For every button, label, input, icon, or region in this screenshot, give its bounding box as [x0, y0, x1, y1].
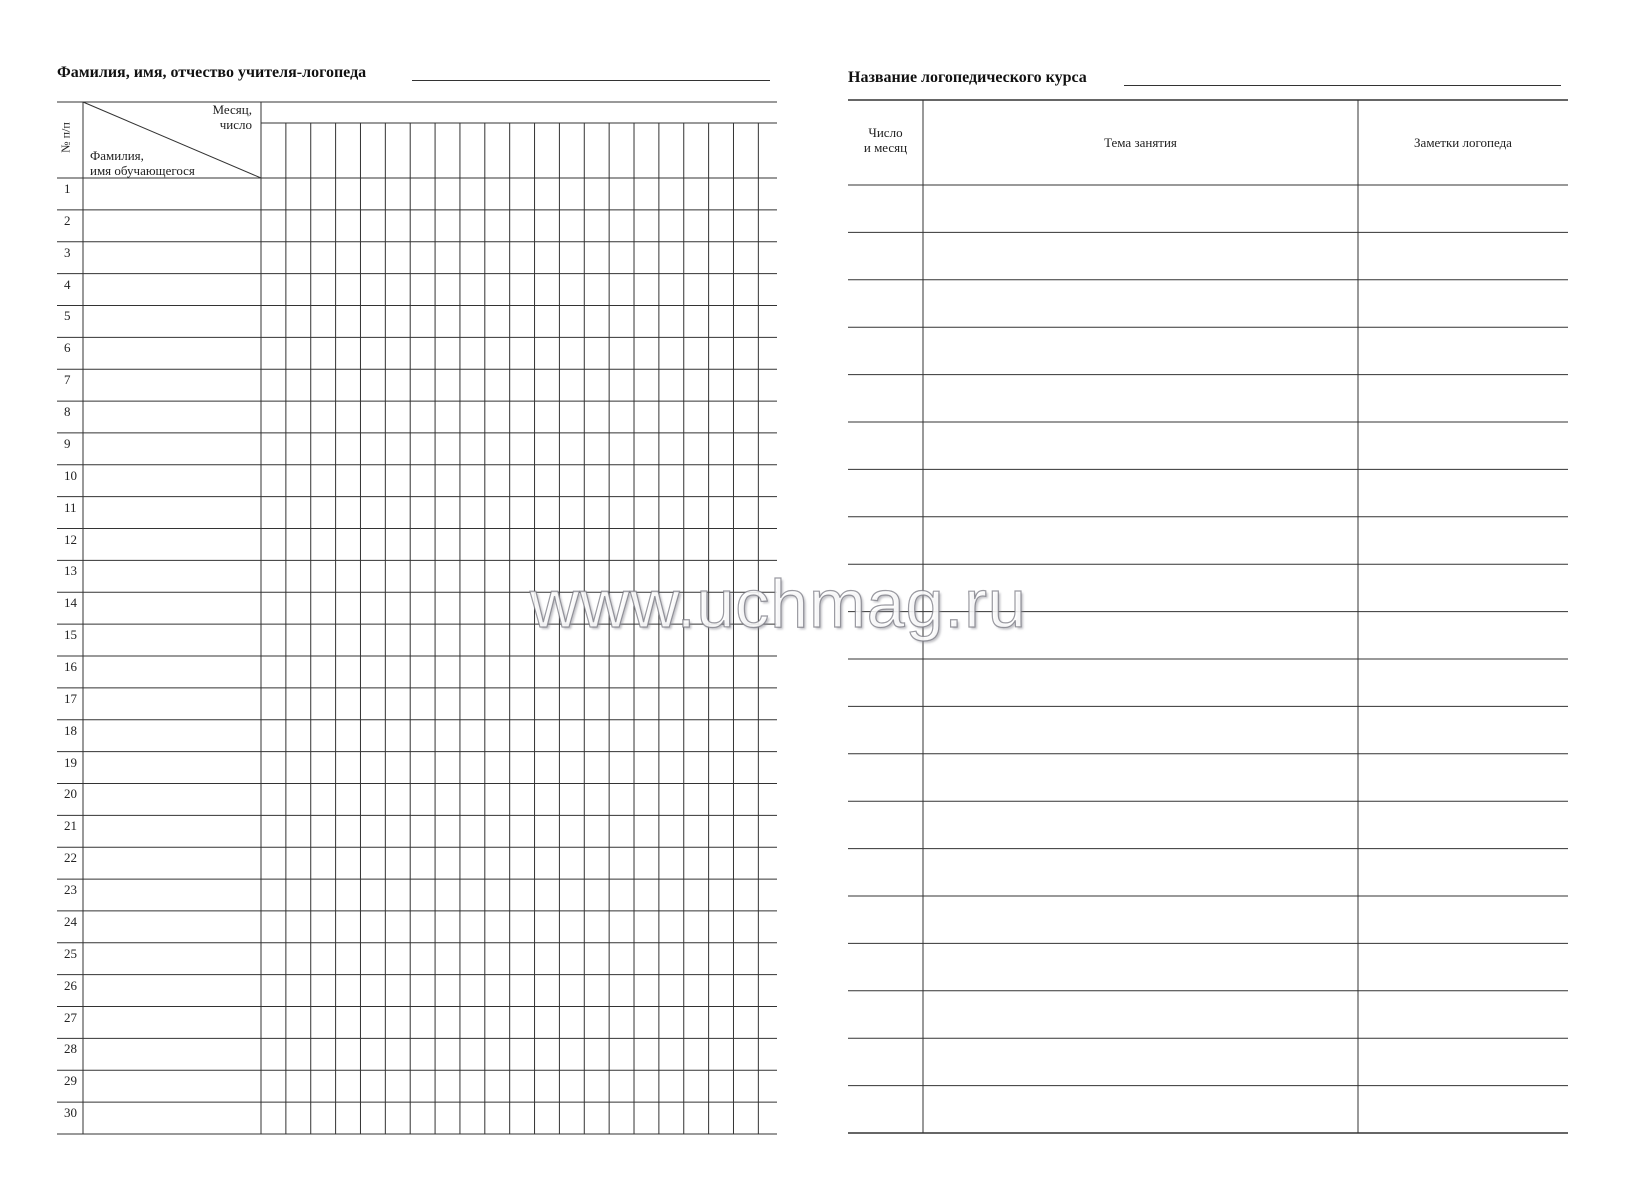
row-number: 4 — [64, 276, 71, 292]
watermark: www.uchmag.ru — [530, 566, 1027, 642]
row-number: 9 — [64, 435, 71, 451]
row-number: 1 — [64, 181, 71, 196]
row-number: 18 — [64, 722, 77, 738]
row-number: 21 — [64, 818, 77, 834]
row-number: 13 — [64, 563, 77, 579]
row-number: 8 — [64, 404, 71, 420]
row-number: 14 — [64, 595, 77, 611]
number-column-header: № п/п — [58, 122, 73, 153]
row-number: 15 — [64, 627, 77, 643]
row-number: 6 — [64, 340, 71, 356]
row-number: 26 — [64, 977, 77, 993]
month-day-header: Месяц, число — [212, 102, 252, 132]
row-number: 20 — [64, 786, 77, 802]
row-number: 16 — [64, 659, 77, 674]
row-number: 12 — [64, 531, 77, 547]
row-number: 25 — [64, 945, 77, 961]
row-number: 7 — [64, 372, 71, 388]
row-number: 3 — [64, 244, 71, 260]
date-month-header: Число и месяц — [863, 125, 908, 155]
row-number: 30 — [64, 1105, 77, 1121]
logopedist-notes-header: Заметки логопеда — [1414, 135, 1512, 150]
row-number: 19 — [64, 754, 77, 770]
row-number: 23 — [64, 882, 77, 898]
row-number: 29 — [64, 1073, 77, 1089]
row-number: 22 — [64, 850, 77, 866]
row-number: 24 — [64, 913, 77, 929]
student-name-header: Фамилия, имя обучающегося — [90, 148, 195, 178]
row-number: 28 — [64, 1041, 77, 1057]
row-number: 17 — [64, 690, 77, 706]
course-name-label: Название логопедического курса — [848, 69, 1087, 86]
row-number: 11 — [64, 499, 77, 515]
row-number: 10 — [64, 467, 77, 483]
teacher-name-label: Фамилия, имя, отчество учителя-логопеда — [57, 64, 367, 81]
row-number: 5 — [64, 308, 71, 324]
row-number: 2 — [64, 212, 71, 228]
row-number: 27 — [64, 1009, 77, 1025]
lesson-topic-header: Тема занятия — [1104, 135, 1177, 150]
